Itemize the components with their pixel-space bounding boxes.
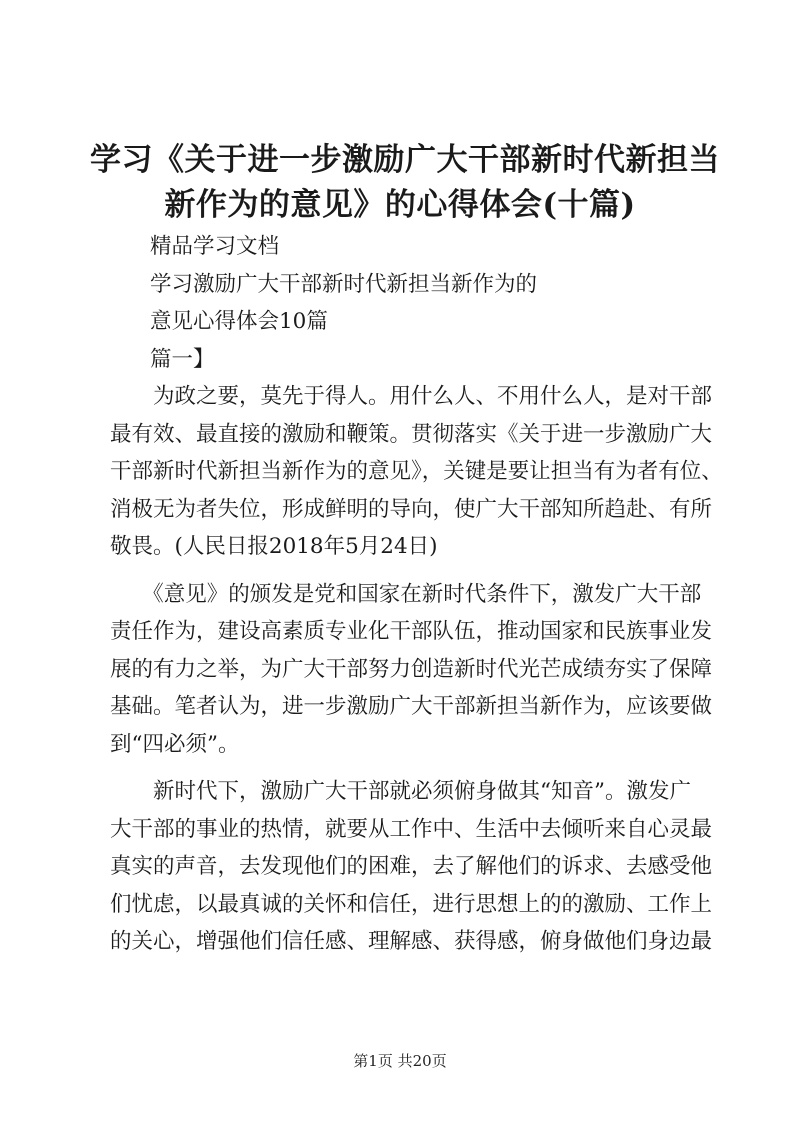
- paragraph-2-line-3: 展的有力之举，为广大干部努力创造新时代光芒成绩夯实了保障: [110, 656, 713, 682]
- document-body: [110, 228, 723, 961]
- paragraph-3-line-4: 们忧虑，以最真诚的关怀和信任，进行思想上的的激励、工作上: [110, 891, 713, 917]
- paragraph-2-line-4: 基础。笔者认为，进一步激励广大干部新担当新作为，应该要做: [110, 694, 713, 719]
- section-heading: 篇一】: [150, 346, 215, 372]
- document-title: [90, 138, 720, 228]
- paragraph-1: [110, 378, 723, 566]
- paragraph-2-line-1: 《意见》的颁发是党和国家在新时代条件下，激发广大干部: [110, 581, 702, 607]
- subtitle-line-1: 学习激励广大干部新时代新担当新作为的: [150, 271, 538, 297]
- subtitle-line-2: 意见心得体会10篇: [150, 309, 328, 334]
- paragraph-3-line-2: 大干部的事业的热情，就要从工作中、生活中去倾听来自心灵最: [110, 816, 713, 842]
- doc-label: 精品学习文档: [150, 234, 280, 259]
- paragraph-1-line-1: 为政之要，莫先于得人。用什么人、不用什么人，是对干部: [110, 384, 713, 409]
- paragraph-3-line-5: 的关心，增强他们信任感、理解感、获得感，俯身做他们身边最: [110, 929, 713, 954]
- paragraph-3-line-3: 真实的声音，去发现他们的困难，去了解他们的诉求、去感受他: [110, 854, 713, 879]
- paragraph-3: [110, 773, 713, 961]
- title-line-1: 学习《关于进一步激励广大干部新时代新担当: [90, 142, 720, 178]
- paragraph-1-line-5: 敬畏。(人民日报2018年5月24日): [110, 534, 438, 559]
- paragraph-1-line-4: 消极无为者失位，形成鲜明的导向，使广大干部知所趋赴、有所: [110, 496, 713, 522]
- paragraph-2: [110, 576, 713, 764]
- page-footer: 第1页 共20页: [353, 1052, 447, 1070]
- paragraph-3-line-1: 新时代下，激励广大干部就必须俯身做其“知音”。激发广: [110, 779, 691, 804]
- paragraph-1-line-3: 干部新时代新担当新作为的意见》，关键是要让担当有为者有位、: [110, 459, 723, 484]
- paragraph-2-line-5: 到“四必须”。: [110, 731, 240, 757]
- title-line-2: 新作为的意见》的心得体会(十篇): [164, 187, 636, 223]
- paragraph-1-line-2: 最有效、最直接的激励和鞭策。贯彻落实《关于进一步激励广大: [110, 421, 713, 447]
- paragraph-2-line-2: 责任作为，建设高素质专业化干部队伍，推动国家和民族事业发: [110, 619, 713, 644]
